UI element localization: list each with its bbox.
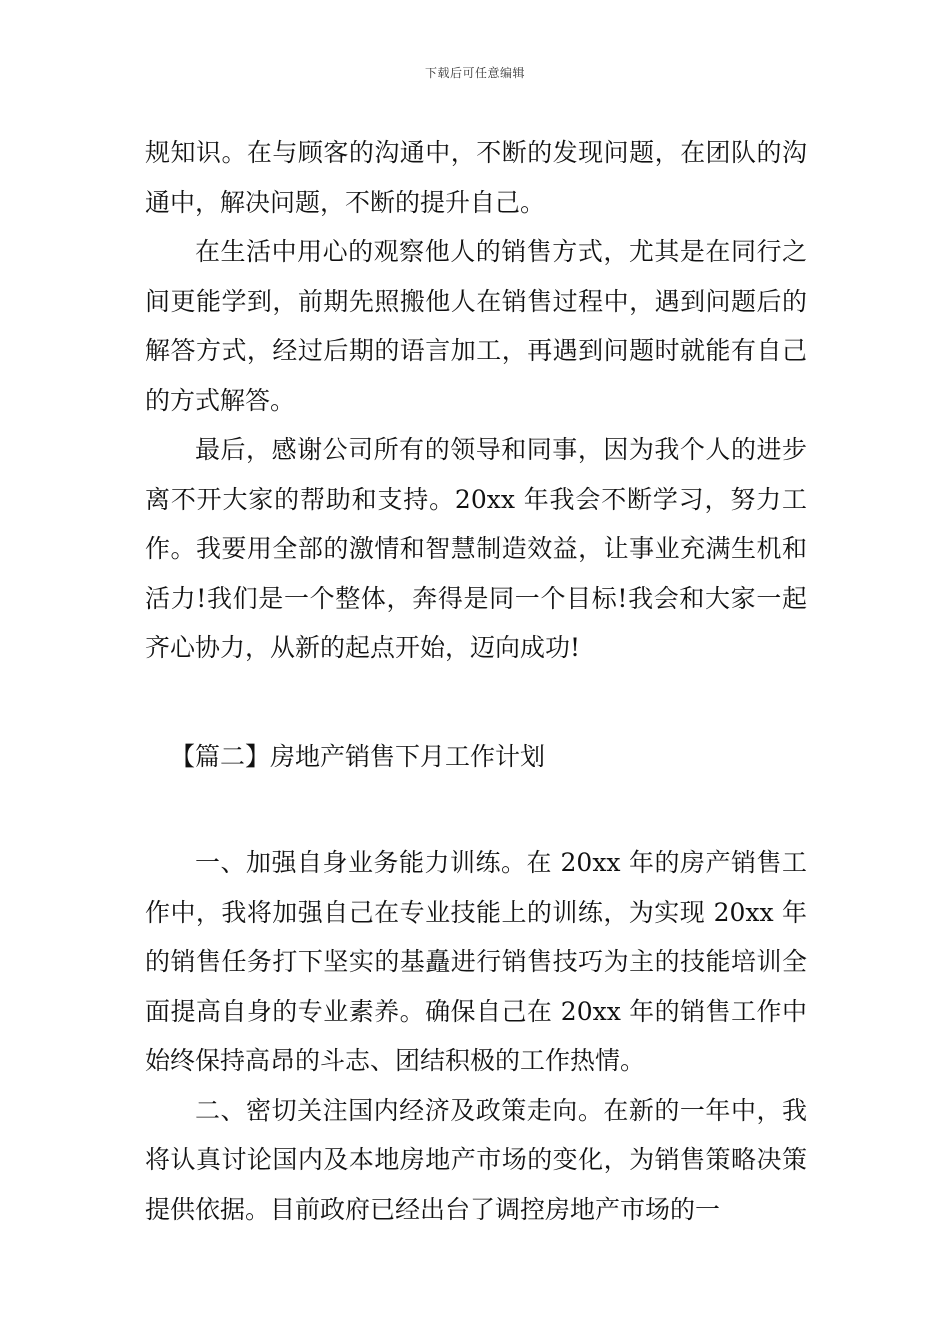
paragraph-continuation: 规知识。在与顾客的沟通中，不断的发现问题，在团队的沟通中，解决问题，不断的提升自己。 bbox=[145, 138, 807, 217]
paragraph-plan-item-1: 一、加强自身业务能力训练。在 20xx 年的房产销售工作中，我将加强自己在专业技能上的训练，为实现 20xx 年的销售任务打下坚实的基矗进行销售技巧为主的技能培训全面提高自身的专业素养。确保自己在 20xx 年的销售工作中始终保持高昂的斗志、团结积极的工作热情。 bbox=[145, 848, 807, 1075]
section-title: 【篇二】房地产销售下月工作计划 bbox=[170, 741, 546, 771]
document-body bbox=[145, 128, 807, 1234]
paragraph-observe-others: 在生活中用心的观察他人的销售方式，尤其是在同行之间更能学到，前期先照搬他人在销售过程中，遇到问题后的解答方式，经过后期的语言加工，再遇到问题时就能有自己的方式解答。 bbox=[145, 237, 807, 415]
paragraph-thanks: 最后，感谢公司所有的领导和同事，因为我个人的进步离不开大家的帮助和支持。20xx 年我会不断学习，努力工作。我要用全部的激情和智慧制造效益，让事业充满生机和活力!我们是一个整体，奔得是同一个目标!我会和大家一起齐心协力，从新的起点开始，迈向成功! bbox=[145, 435, 807, 662]
paragraph-plan-item-2: 二、密切关注国内经济及政策走向。在新的一年中，我将认真讨论国内及本地房地产市场的变化，为销售策略决策提供依据。目前政府已经出台了调控房地产市场的一 bbox=[145, 1095, 807, 1224]
page-header-note: 下载后可任意编辑 bbox=[424, 66, 525, 80]
